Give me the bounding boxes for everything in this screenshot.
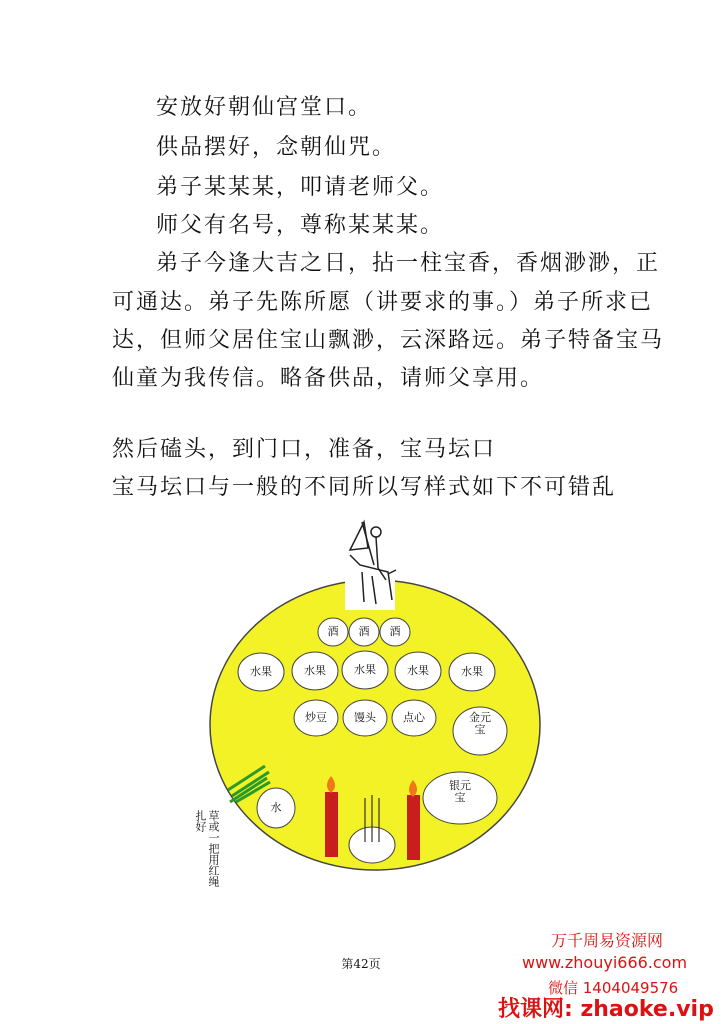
text-line-3: 弟子某某某，叩请老师父。 xyxy=(156,175,445,200)
water-label: 水 xyxy=(270,801,282,814)
watermark-line-3: 微信 1404049576 xyxy=(548,979,679,997)
wine-label-1: 酒 xyxy=(327,625,339,638)
horse-rider-icon xyxy=(345,522,396,610)
text-line-7: 达，但师父居住宝山飘渺，云深路远。弟子特备宝马 xyxy=(112,328,665,353)
fruit-label-1: 水果 xyxy=(250,665,272,678)
snack-label-2: 馒头 xyxy=(354,711,376,724)
gold-label: 金元宝 xyxy=(469,711,491,736)
watermark-line-2: www.zhouyi666.com xyxy=(522,953,688,972)
silver-label: 银元宝 xyxy=(449,779,471,804)
wine-label-2: 酒 xyxy=(358,625,370,638)
altar-diagram xyxy=(150,510,600,910)
watermark-line-1: 万千周易资源网 xyxy=(551,931,664,950)
snack-label-1: 炒豆 xyxy=(305,711,327,724)
text-line-10: 宝马坛口与一般的不同所以写样式如下不可错乱 xyxy=(112,475,617,500)
text-line-8: 仙童为我传信。略备供品，请师父享用。 xyxy=(112,366,545,391)
fruit-label-5: 水果 xyxy=(461,665,483,678)
snack-label-3: 点心 xyxy=(403,711,425,724)
text-line-9: 然后磕头，到门口，准备，宝马坛口 xyxy=(112,437,497,462)
text-line-1: 安放好朝仙宫堂口。 xyxy=(156,95,373,120)
right-candle xyxy=(407,795,420,860)
fruit-label-3: 水果 xyxy=(354,663,376,676)
fruit-label-2: 水果 xyxy=(304,664,326,677)
text-line-6: 可通达。弟子先陈所愿（讲要求的事。）弟子所求已 xyxy=(112,290,654,315)
grass-note: 草或一把用红绳扎好 xyxy=(194,810,220,887)
text-line-2: 供品摆好，念朝仙咒。 xyxy=(156,135,397,160)
wine-label-3: 酒 xyxy=(389,625,401,638)
text-line-4: 师父有名号，尊称某某某。 xyxy=(156,213,445,238)
watermark-line-4: 找课网: zhaoke.vip xyxy=(498,997,714,1022)
fruit-label-4: 水果 xyxy=(407,664,429,677)
text-line-5: 弟子今逢大吉之日，拈一柱宝香，香烟渺渺，正 xyxy=(156,251,661,276)
page-number: 第42页 xyxy=(341,957,381,971)
left-candle xyxy=(325,792,338,857)
